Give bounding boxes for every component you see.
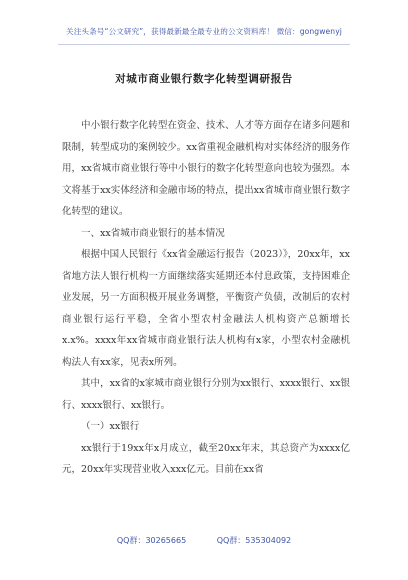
section-heading-1: 一、xx省城市商业银行的基本情况 [81,227,225,239]
paragraph-bank-list: 其中，xx省的x家城市商业银行分别为xx银行、xxxx银行、xx银行、xxxx银行、xx银行。 [62,378,350,411]
paragraph-intro: 中小银行数字化转型在资金、技术、人才等方面存在诸多问题和限制，转型成功的案例较少。xx省重视金融机构对实体经济的服务作用，xx省城市商业银行等中小银行的数字化转型意向也较为强烈。本文将基于xx实体经济和金融市场的特点，提出xx省城市商业银行数字化转型的建议。 [62,120,350,217]
document-body [62,115,350,481]
subsection-heading-1: （一）xx银行 [81,421,140,432]
document-title: 对城市商业银行数字化转型调研报告 [115,73,293,85]
footer-qq-group-1: QQ群：30265665 [116,536,187,545]
header-divider [58,44,350,45]
page-header [0,0,408,56]
paragraph-bank-detail: xx银行于19xx年x月成立，截至20xx年末，其总资产为xxxx亿元，20xx年实现营业收入xxx亿元。目前在xx省 [62,442,350,475]
page-footer [0,535,408,546]
footer-qq-group-2: QQ群：535304092 [216,536,292,545]
paragraph-report: 根据中国人民银行《xx省金融运行报告（2023）》，20xx年，xx省地方法人银行机构一方面继续落实延期还本付息政策，支持困难企业发展，另一方面积极开展业务调整，平衡资产负债，改制后的农村商业银行运行平稳，全省小型农村金融法人机构资产总额增长x.x%。xxxx年xx省城市商业银行法人机构有x家，小型农村金融机构法人有xx家，见表x所列。 [62,249,350,368]
header-promo-text: 关注头条号“公文研究”，获得最新最全最专业的公文资料库！ 微信：gongwenyj [66,27,342,36]
